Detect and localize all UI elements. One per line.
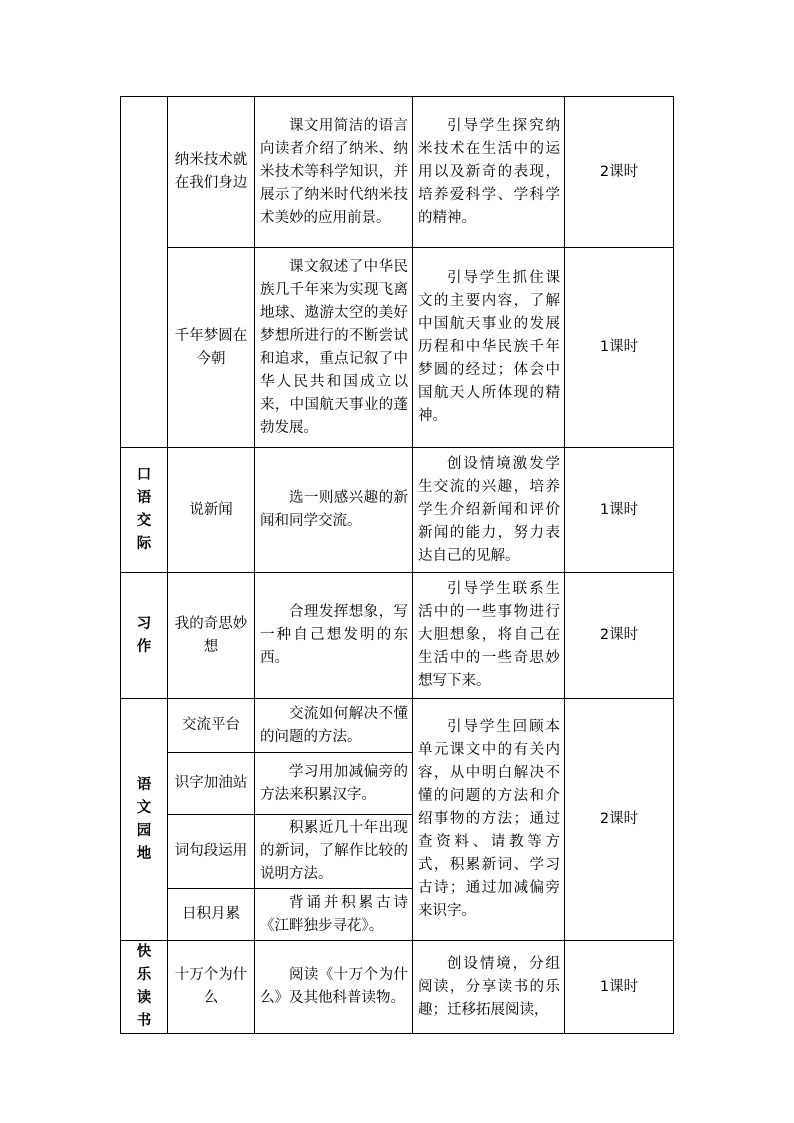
garden-item-title-cell: 词句段运用	[168, 815, 255, 889]
garden-item-title-cell: 交流平台	[168, 699, 255, 753]
category-cell	[121, 97, 168, 448]
lesson-hours-cell: 2课时	[565, 97, 674, 248]
table-row	[121, 248, 674, 448]
lesson-content-cell: 选一则感兴趣的新闻和同学交流。	[255, 448, 413, 573]
lesson-content-cell: 课文叙述了中华民族几千年来为实现飞离地球、遨游太空的美好梦想所进行的不断尝试和追求，重点记叙了中华人民共和国成立以来，中国航天事业的蓬勃发展。	[255, 248, 413, 448]
lesson-title-cell: 纳米技术就在我们身边	[168, 97, 255, 248]
table-row	[121, 97, 674, 248]
garden-item-title-cell: 日积月累	[168, 889, 255, 941]
garden-item-content-cell: 积累近几十年出现的新词，了解作比较的说明方法。	[255, 815, 413, 889]
lesson-goal-cell: 引导学生探究纳米技术在生活中的运用以及新奇的表现，培养爱科学、学科学的精神。	[413, 97, 565, 248]
lesson-content-cell: 合理发挥想象，写一种自己想发明的东西。	[255, 573, 413, 699]
lesson-goal-cell: 引导学生联系生活中的一些事物进行大胆想象，将自己在生活中的一些奇思妙想写下来。	[413, 573, 565, 699]
garden-hours-cell: 2课时	[565, 699, 674, 941]
lesson-hours-cell: 2课时	[565, 573, 674, 699]
category-cell: 口语交际	[121, 448, 168, 573]
garden-item-content-cell: 背诵并积累古诗《江畔独步寻花》。	[255, 889, 413, 941]
category-cell: 快乐读书	[121, 941, 168, 1034]
lesson-title-cell: 我的奇思妙想	[168, 573, 255, 699]
lesson-plan-table	[120, 96, 674, 1034]
category-cell: 语文园地	[121, 699, 168, 941]
lesson-hours-cell: 1课时	[565, 248, 674, 448]
lesson-goal-cell: 创设情境激发学生交流的兴趣，培养学生介绍新闻和评价新闻的能力，努力表达自己的见解。	[413, 448, 565, 573]
lesson-hours-cell: 1课时	[565, 448, 674, 573]
lesson-content-cell: 课文用简洁的语言向读者介绍了纳米、纳米技术等科学知识，并展示了纳米时代纳米技术美妙的应用前景。	[255, 97, 413, 248]
category-cell: 习作	[121, 573, 168, 699]
garden-item-content-cell: 学习用加减偏旁的方法来积累汉字。	[255, 753, 413, 815]
garden-item-content-cell: 交流如何解决不懂的问题的方法。	[255, 699, 413, 753]
lesson-content-cell: 阅读《十万个为什么》及其他科普读物。	[255, 941, 413, 1034]
lesson-goal-cell: 引导学生抓住课文的主要内容，了解中国航天事业的发展历程和中华民族千年梦圆的经过；体会中国航天人所体现的精神。	[413, 248, 565, 448]
table-row	[121, 573, 674, 699]
garden-goal-cell: 引导学生回顾本单元课文中的有关内容，从中明白解决不懂的问题的方法和介绍事物的方法；通过查资料、请教等方式，积累新词、学习古诗；通过加减偏旁来识字。	[413, 699, 565, 941]
table-row	[121, 941, 674, 1034]
lesson-hours-cell: 1课时	[565, 941, 674, 1034]
lesson-title-cell: 千年梦圆在今朝	[168, 248, 255, 448]
lesson-title-cell: 说新闻	[168, 448, 255, 573]
garden-item-title-cell: 识字加油站	[168, 753, 255, 815]
lesson-goal-cell: 创设情境，分组阅读，分享读书的乐趣；迁移拓展阅读，	[413, 941, 565, 1034]
lesson-title-cell: 十万个为什么	[168, 941, 255, 1034]
table-row	[121, 699, 674, 753]
table-row	[121, 448, 674, 573]
